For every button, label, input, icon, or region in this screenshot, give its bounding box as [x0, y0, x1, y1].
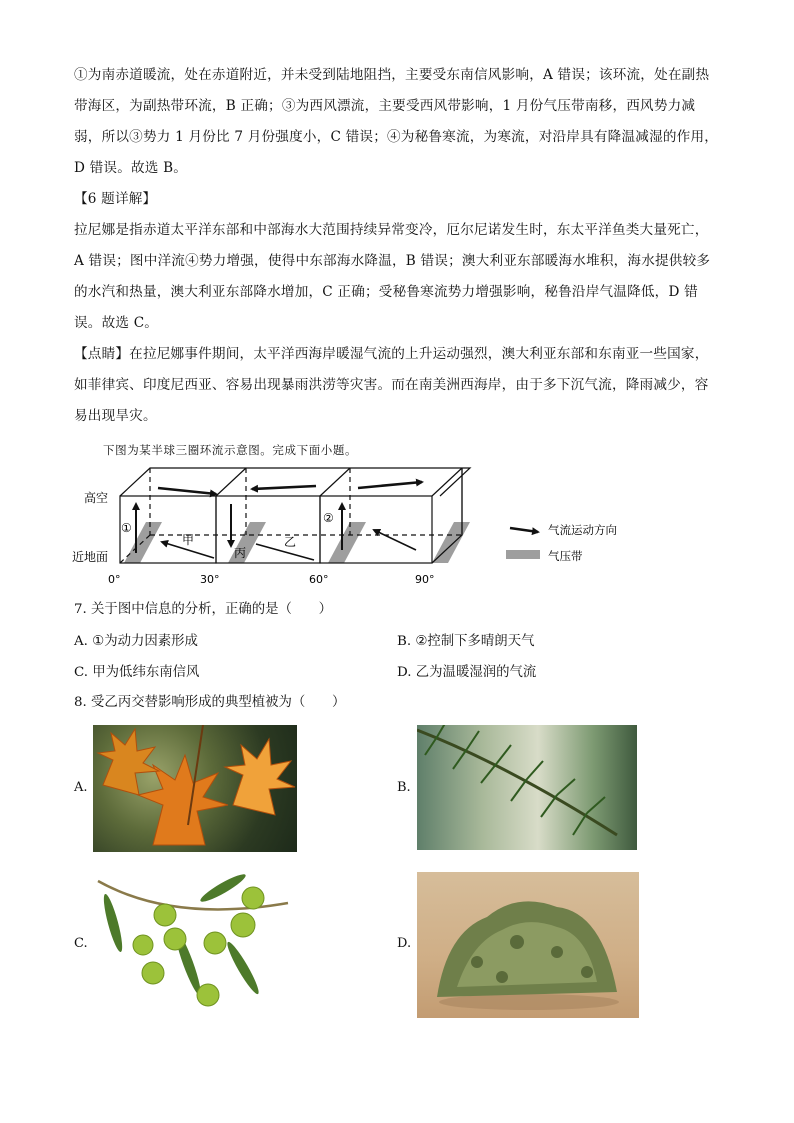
- q7-option-a[interactable]: A. ①为动力因素形成: [74, 634, 198, 649]
- desert-shrub-image: [417, 872, 639, 1018]
- lat-60: 60°: [309, 573, 329, 586]
- arrow-upper-2: [252, 486, 316, 489]
- q8-option-d-label[interactable]: D.: [397, 936, 412, 951]
- text-line: 拉尼娜是指赤道太平洋东部和中部海水大范围持续异常变冷，厄尔尼诺发生时，东太平洋鱼类大量死亡，: [74, 222, 709, 238]
- lat-30: 30°: [200, 573, 220, 586]
- label-high: 高空: [84, 491, 109, 505]
- legend-arrow: [510, 528, 538, 532]
- legend-pressure-label: 气压带: [548, 549, 583, 563]
- text-line: 误。故选 C。: [74, 315, 159, 331]
- pressure-belt-90: [432, 522, 470, 563]
- mark-2: ②: [323, 511, 334, 525]
- text-line: ①为南赤道暖流，处在赤道附近，并未受到陆地阻挡，主要受东南信风影响，A 错误；该环流，处在副热: [74, 67, 710, 83]
- label-bing: 丙: [234, 546, 247, 560]
- q8-option-a-label[interactable]: A.: [74, 780, 88, 795]
- figure-intro: 下图为某半球三圈环流示意图。完成下面小题。: [103, 443, 358, 457]
- circulation-diagram: [66, 458, 646, 590]
- text-line: 易出现旱灾。: [74, 408, 157, 424]
- q7-option-c[interactable]: C. 甲为低纬东南信风: [74, 665, 200, 680]
- arrow-surface-polar: [374, 530, 416, 550]
- q8-option-c-label[interactable]: C.: [74, 936, 88, 951]
- shrub-icon: [417, 872, 639, 1018]
- legend-flow-label: 气流运动方向: [548, 523, 617, 537]
- q8-stem: 8. 受乙丙交替影响形成的典型植被为（ ）: [74, 695, 346, 710]
- q7-stem: 7. 关于图中信息的分析，正确的是（ ）: [74, 602, 333, 617]
- mark-1: ①: [121, 521, 132, 535]
- text-line: 的水汽和热量，澳大利亚东部降水增加，C 正确；受秘鲁寒流势力增强影响，秘鲁沿岸气温降低，D 错: [74, 284, 698, 300]
- comment-section: [74, 339, 722, 432]
- lat-0: 0°: [108, 573, 121, 586]
- conifer-needles-icon: [417, 725, 637, 850]
- q7-option-d[interactable]: D. 乙为温暖湿润的气流: [397, 665, 537, 680]
- maple-leaves-image: [93, 725, 297, 852]
- arrow-upper-1: [158, 488, 216, 494]
- olive-branch-image: [93, 873, 293, 1013]
- text-line: 如菲律宾、印度尼西亚、容易出现暴雨洪涝等灾害。而在南美洲西海岸，由于多下沉气流，降雨减少，容: [74, 377, 709, 393]
- answer-5-paragraph: [74, 60, 722, 184]
- q7-option-b[interactable]: B. ②控制下多晴朗天气: [397, 634, 535, 649]
- conifer-branch-image: [417, 725, 637, 850]
- text-line: 【点睛】在拉尼娜事件期间，太平洋西海岸暖湿气流的上升运动强烈，澳大利亚东部和东南亚一些国家，: [74, 346, 709, 362]
- olive-fruit-icon: [93, 873, 293, 1013]
- text-line: 带海区，为副热带环流，B 正确；③为西风漂流，主要受西风带影响，1 月份气压带南移，西风势力减: [74, 98, 696, 114]
- text-line: 弱，所以③势力 1 月份比 7 月份强度小，C 错误；④为秘鲁寒流，为寒流，对沿岸具有降温减湿的作用，: [74, 129, 719, 145]
- label-ground: 近地面: [72, 550, 109, 564]
- q8-option-b-label[interactable]: B.: [397, 780, 411, 795]
- lat-90: 90°: [415, 573, 435, 586]
- label-jia: 甲: [182, 533, 195, 547]
- arrow-upper-3: [358, 482, 422, 488]
- label-yi: 乙: [284, 535, 297, 549]
- q6-section: [74, 184, 722, 339]
- text-line: D 错误。故选 B。: [74, 160, 188, 176]
- maple-leaf-icon: [93, 725, 297, 852]
- legend-pressure-swatch: [506, 550, 540, 559]
- text-line: A 错误；图中洋流④势力增强，使得中东部海水降温，B 错误；澳大利亚东部暖海水堆积，海水提供较多: [74, 253, 711, 269]
- q6-header: 【6 题详解】: [74, 191, 157, 207]
- pressure-belt-60: [328, 522, 366, 563]
